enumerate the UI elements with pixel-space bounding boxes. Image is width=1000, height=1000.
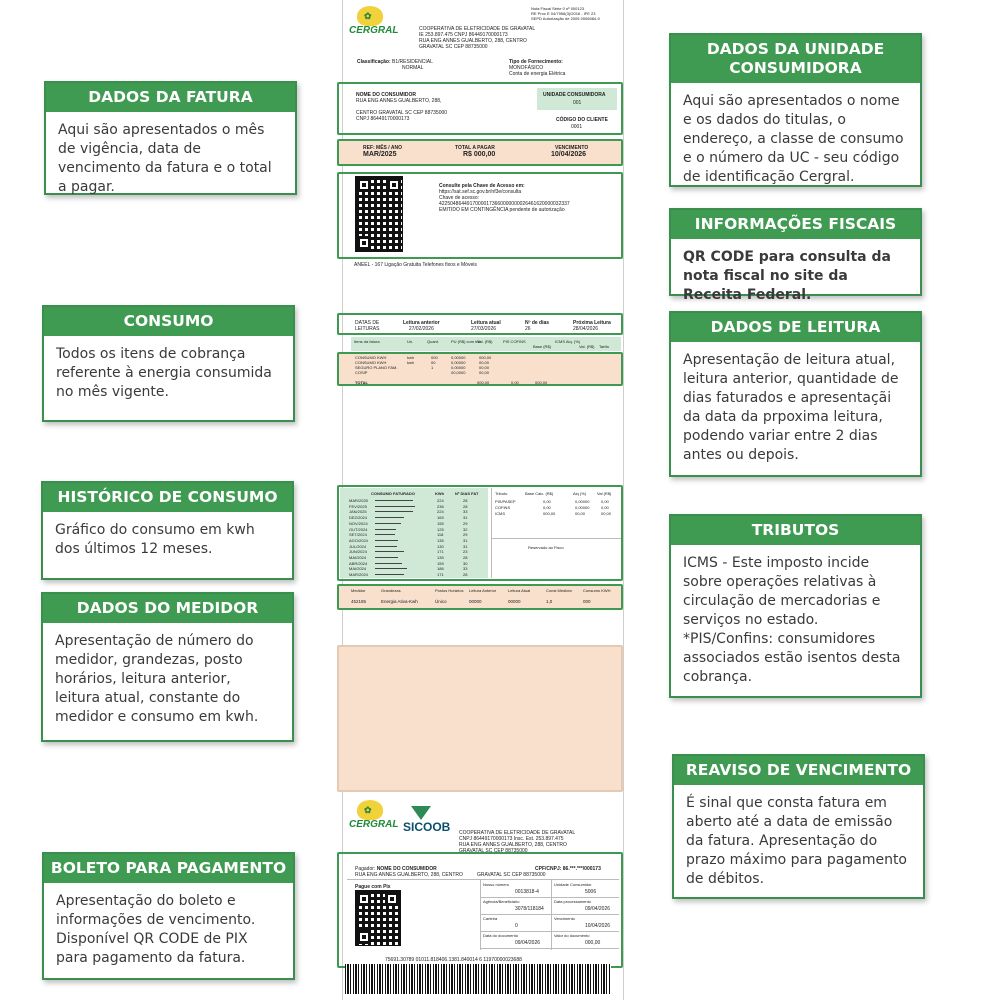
meter-header: Postos Horários [435, 588, 464, 593]
boleto-field-value: 09/04/2026 [515, 940, 541, 946]
boleto-field-value: 10/04/2026 [585, 923, 611, 929]
boleto-field-label: Nosso número [483, 882, 510, 887]
history-days: 31 [463, 543, 468, 549]
access-key-info: Consulte pela Chave de Acesso em: https://sat.sef.sc.gov.br/nf3e/consulta Chave de acesso: 42250486449170000173660000000026461620000032337 EMITIDO EM CONTINGÊNCIA pendente de autorização [439, 183, 570, 213]
callout-title: DADOS DE LEITURA [671, 313, 920, 342]
days-count: Nº de dias 26 [525, 320, 550, 332]
history-days: 29 [463, 532, 468, 538]
history-title: CONSUMO FATURADO [371, 491, 415, 496]
callout-unidade-consumidora [669, 33, 922, 187]
history-kwh: 135 [437, 555, 444, 560]
callout-text: Apresentação de leitura atual, leitura anterior, quantidade de dias faturados e apresentaçãi da data da prpoxima leitura, podendo variar entre 2 dias antes ou depois. [683, 352, 899, 463]
history-days: 28 [463, 503, 468, 509]
sicoob-logo: SICOOB [403, 806, 443, 836]
history-bar [375, 540, 398, 541]
boleto-field-rule [480, 931, 619, 932]
pix-label: Pague com Pix [355, 884, 391, 890]
callout-title: INFORMAÇÕES FISCAIS [671, 210, 920, 239]
history-days: 33 [463, 566, 468, 572]
aneel-note: ANEEL - 167 Ligação Gratuita Telefones fixos e Móveis [354, 262, 477, 268]
tribute-cell: 0,00 [601, 499, 609, 504]
col-pu: PU (R$) com trib [451, 339, 481, 344]
tribute-cell: 00,00 [575, 511, 586, 516]
boleto-field-rule [480, 948, 619, 949]
client-code-label: CÓDIGO DO CLIENTE [556, 117, 608, 123]
callout-text: Gráfico do consumo em kwh dos últimos 12 meses. [55, 522, 255, 557]
history-days: 32 [463, 526, 468, 532]
history-month: SET/2024 [349, 532, 367, 538]
prev-reading: Leitura anterior 27/02/2026 [403, 320, 440, 332]
meter-value: 452185 [351, 599, 367, 604]
consumer-info: NOME DO CONSUMIDOR RUA ENG ANNES GUALBERTO, 288, CENTRO GRAVATAL SC CEP 88735000 CNPJ 86449170000173 [356, 92, 448, 122]
history-month: AGO/2024 [349, 537, 368, 543]
boleto-field-label: Agência/Beneficiário [483, 899, 520, 904]
history-month: OUT/2024 [349, 526, 368, 532]
boleto-field-value: 5006 [585, 889, 597, 895]
col-val: Val. (R$) [477, 339, 493, 344]
history-month: MAI/2024 [349, 566, 367, 572]
callout-text: Todos os itens de cobrança referente à energia consumida no mês vigente. [56, 346, 272, 400]
col-icms: ICMS Alq. (%) [555, 339, 581, 344]
leaf-icon: ✿ [357, 800, 383, 820]
boleto-field-value: 0 [515, 923, 518, 929]
total-row-val: 000,00 [477, 380, 490, 385]
callout-text: Aqui são apresentados o mês de vigência, data de vencimento da fatura e o total a pagar. [58, 122, 272, 195]
current-reading: Leitura atual 27/03/2026 [471, 320, 501, 332]
callout-boleto-pagamento [42, 852, 295, 980]
history-days: 31 [463, 537, 468, 543]
history-kwh: 118 [437, 532, 444, 538]
pix-qr-code[interactable] [355, 890, 401, 946]
history-bar [375, 574, 404, 575]
boleto-city: GRAVATAL SC CEP 88735000 [477, 872, 546, 878]
boleto-field-label: Carteira [483, 916, 498, 921]
history-month: MAR/2025 [349, 498, 368, 503]
callout-text: É sinal que consta fatura em aberto até a data de emissão da fatura. Apresentação do prazo máximo para pagamento de débitos. [686, 795, 907, 887]
digitable-line[interactable]: 75691.30789 01011.818406.1381.840014 6 11970000023688 [385, 957, 522, 963]
tributes-val-header: Val (R$) [597, 491, 612, 496]
history-days-header: Nº DIAS FAT [455, 491, 479, 496]
boleto-field-label: Data processamento [554, 899, 591, 904]
col-unit: Un. [407, 339, 414, 344]
tribute-cell: 0,00 [543, 505, 551, 510]
nf-qr-code [355, 176, 403, 252]
boleto-field-label: Unidade Consumidor [554, 882, 592, 887]
history-month: MAI/2024 [349, 555, 367, 560]
next-reading: Próxima Leitura 28/04/2026 [573, 320, 611, 332]
callout-text: Aqui são apresentados o nome e os dados do titulas, o endereço, a classe de consumo e o número da UC - seu código de identificação Cergral. [683, 93, 904, 185]
classificacao: Classificação: B1/RESIDENCIAL NORMAL [357, 59, 433, 71]
history-kwh: 130 [437, 543, 444, 549]
boleto-address: RUA ENG ANNES GUALBERTO, 288, CENTRO [355, 872, 463, 878]
history-kwh: 171 [437, 572, 444, 578]
history-bar [375, 517, 404, 518]
meter-header: Medidor [351, 588, 366, 593]
callout-text: Apresentação do boleto e informações de vencimento. Disponível QR CODE de PIX para pagamento da fatura. [56, 893, 256, 966]
col-piscofins: PIS COFINS [503, 339, 526, 344]
client-code-value: 0001 [571, 124, 583, 130]
history-kwh-header: KWh [435, 491, 445, 496]
tributes-alq-header: Alq (%) [573, 491, 587, 496]
history-kwh: 135 [437, 537, 444, 543]
reminder-area [337, 645, 623, 792]
col-tarifa: Tarifa [599, 344, 609, 349]
callout-reaviso-vencimento [672, 754, 925, 899]
history-bar [375, 529, 396, 530]
history-days: 29 [463, 520, 468, 526]
cergral-logo-boleto: ✿ CERGRAL [349, 800, 399, 834]
history-days: 31 [463, 515, 468, 521]
tribute-cell: 0,00 [543, 499, 551, 504]
boleto-field-value: 000,00 [585, 940, 601, 946]
tribute-cell: 0,00000 [575, 505, 590, 510]
history-bar [375, 551, 404, 552]
callout-dados-fatura [44, 81, 297, 195]
boleto-cpf: CPF/CNPJ: 86.***.***/000173 [535, 866, 601, 872]
history-days: 30 [463, 560, 468, 566]
tributes-table: Tributo [495, 491, 508, 496]
meter-value: 00000 [508, 599, 521, 604]
meter-value: 000 [583, 599, 591, 604]
meter-header: Grandezas [381, 588, 401, 593]
boleto-field-rule [480, 914, 619, 915]
boleto-field-label: Valor do documento [554, 933, 590, 938]
boleto-field-value: 09/04/2026 [585, 906, 611, 912]
callout-tributos [669, 514, 922, 698]
boleto-field-rule [480, 897, 619, 898]
history-days: 28 [463, 572, 468, 578]
nf-info: Nota Fiscal Série 0 nº 000123 RE Proc E 04/7956(3)/2016 - IFE 23 SEPD Autorização de 2005 0006584-9 [531, 6, 600, 21]
meter-header: Consumo KWH [583, 588, 611, 593]
history-kwh: 171 [437, 549, 444, 555]
callout-title: TRIBUTOS [671, 516, 920, 545]
boleto-field-label: Vencimento [554, 916, 575, 921]
tribute-cell: 000,00 [543, 511, 556, 516]
col-base: Base (R$) [533, 344, 552, 349]
callout-text: QR CODE para consulta da nota fiscal no site da Receita Federal. [683, 249, 891, 303]
history-bar [375, 563, 402, 564]
col-qty: Quant. [427, 339, 440, 344]
fisco-reserved: Reservado ao Fisco [528, 545, 564, 550]
history-bar [375, 523, 401, 524]
history-days: 23 [463, 549, 468, 555]
total-value: R$ 000,00 [463, 151, 496, 158]
due-label: VENCIMENTO [555, 145, 589, 151]
callout-dados-medidor [41, 592, 294, 742]
tribute-cell: 0,00 [601, 505, 609, 510]
ref-value: MAR/2025 [363, 151, 397, 158]
boleto-field-label: Data do documento [483, 933, 518, 938]
sicoob-icon [411, 806, 431, 820]
tribute-cell: 0,00000 [575, 499, 590, 504]
meter-value: Único [435, 599, 447, 604]
total-row-base: 000,00 [535, 380, 548, 385]
callout-historico-consumo [41, 481, 294, 580]
history-bar [375, 500, 413, 501]
meter-header: Const Medidor [546, 588, 573, 593]
callout-title: REAVISO DE VENCIMENTO [674, 756, 923, 785]
invoice-document: ✿ CERGRAL Nota Fiscal Série 0 nº 000123 RE Proc E 04/7956(3)/2016 - IFE 23 SEPD Autorização de 2005 0006584-9 COOPERATIVA DE ELETRICIDADE DE GRAVATAL IE 253.897.475 CNPJ 86449170000173 RUA ENG ANNES GUALBERTO, 288, CENTRO GRAVATAL SC CEP 88735000 Classificação: B1/RESIDENCIAL NORMAL Tipo de Fornecimento: MONOFÁSICO Conta de energia Elétrica NOME DO CONSUMIDOR RUA ENG ANNES GUALBERTO, 288, CENTRO GRAVATAL SC CEP 88735000 CNPJ 86449170000173 UNIDADE CONSUMIDORA 001 CÓDIGO DO CLIENTE 0001 REF: MÊS / ANO MAR/2025 TOTAL A PAGAR R$ 000,00 VENCIMENTO 10/04/2026 Consulte pela Chave de Acesso em: https://sat.sef.sc.gov.br/nf3e/consulta Chave de acesso: 42250486449170000173660000000026461620000032337 EMITIDO EM CONTINGÊNCIA pendente de autorização ANEEL - 167 Ligação Gratuita Telefones fixos e Móveis DATAS DE LEITURAS Leitura anterior 27/02/2026 Leitura atual 27/03/2026 Nº de dias 26 Próxima Leitura 28/04/2026 Itens da fatura Un. Quant. PU (R$) com trib Val. (R$) PIS COFINS Base (R$) ICMS Alq. (%) Val. (R$) Tarifa CONSUMO KWH CONSUMO KWH SEGURO PLANO FAM. COSIP kwh kwh 000 00 1 0,00000 0,00000 0,00000 00,0000 000,00 00,00 00,00 00,00 TOTAL 000,00 0,00 000,00 CONSUMO FATURADO KWh Nº DIAS FAT Tributo Base Calc. (R$) Alq (%) Val (R$) Reservado ao Fisco ✿ CERGRAL SICOOB COOPERATIVA DE ELETRICIDADE DE GRAVATAL CNPJ 86449170000173 Insc. Est. 253.897.475 RUA ENG ANNES GUALBERTO, 288, CENTRO GRAVATAL SC CEP 88735000 Pagador: NOME DO CONSUMIDOR CPF/CNPJ: 86.***.***/000173 RUA ENG ANNES GUALBERTO, 288, CENTRO GRAVATAL SC CEP 88735000 Pague com Pix 75691.30789 01011.818406.1381.840014 6 11970000023688 MAR/2025 224 28 FEV/2025 236 28 JAN/2025 224 33 DEZ/2024 169 31 NOV/2024 155 29 OUT/2024 125 32 SET/2024 118 29 AGO/2024 135 31 JUL/2024 130 31 JUN/2024 171 23 MAI/2024 135 28 ABR/2024 159 30 MAI/2024 186 33 MAR/2024 171 28 PIS/PASEP 0,00 0,00000 0,00 COFINS 0,00 0,00000 0,00 ICMS 000,00 00,00 00,00 Medidor 452185 Grandezas Energia Ativa-Kwh Postos Horários Único Leitura Anterior 00000 Leitura Atual 00000 Const Medidor 1,0 Consumo KWH 000 Nosso número 0013818-4 Agência/Beneficiário 3078/118184 Carteira 0 Data do documento 09/04/2026 Unidade Consumidor 5006 Data processamento 09/04/2026 Vencimento 10/04/2026 Valor do documento 000,00 [342, 0, 624, 1000]
history-days: 28 [463, 498, 468, 503]
history-kwh: 125 [437, 526, 444, 532]
callout-text: Apresentação de número do medidor, grandezas, posto horários, leitura anterior, leitura atual, constante do medidor e consumo em kwh. [55, 633, 259, 725]
history-month: ABR/2024 [349, 560, 368, 566]
meter-header: Leitura Atual [508, 588, 531, 593]
total-label: TOTAL A PAGAR [455, 145, 495, 151]
tribute-cell: PIS/PASEP [495, 499, 516, 504]
total-row-pis: 0,00 [511, 380, 519, 385]
callout-dados-leitura [669, 311, 922, 477]
barcode [345, 964, 611, 994]
ref-label: REF: MÊS / ANO [363, 145, 402, 151]
callout-title: CONSUMO [44, 307, 293, 336]
callout-title: DADOS DA FATURA [46, 83, 295, 112]
history-kwh: 224 [437, 509, 444, 515]
history-month: FEV/2025 [349, 503, 367, 509]
history-kwh: 236 [437, 503, 444, 509]
callout-text: ICMS - Este imposto incide sobre operações relativas à circulação de mercadorias e serviços no estado. *PIS/Confins: consumidores associados estão isentos desta cobrança. [683, 555, 901, 685]
history-days: 28 [463, 555, 468, 560]
meter-value: 1,0 [546, 599, 553, 604]
history-kwh: 169 [437, 515, 444, 521]
col-items: Itens da fatura [354, 339, 380, 344]
history-month: JAN/2025 [349, 509, 367, 515]
history-bar [375, 506, 415, 507]
leaf-icon: ✿ [357, 6, 383, 26]
history-month: DEZ/2024 [349, 515, 368, 521]
meter-value: Energia Ativa-Kwh [381, 599, 418, 604]
meter-header: Leitura Anterior [469, 588, 497, 593]
tribute-cell: ICMS [495, 511, 505, 516]
boleto-payer: Pagador: NOME DO CONSUMIDOR [355, 866, 437, 872]
history-days: 33 [463, 509, 468, 515]
history-kwh: 155 [437, 520, 444, 526]
history-month: JUL/2024 [349, 543, 367, 549]
boleto-field-value: 3078/118184 [515, 906, 544, 912]
history-kwh: 159 [437, 560, 444, 566]
brand-name: CERGRAL [349, 25, 399, 36]
boleto-field-value: 0013818-4 [515, 889, 539, 895]
cergral-logo [349, 6, 399, 40]
history-bar [375, 534, 395, 535]
history-bar [375, 511, 413, 512]
callout-title: HISTÓRICO DE CONSUMO [43, 483, 292, 512]
callout-title: DADOS DA UNIDADE CONSUMIDORA [671, 35, 920, 83]
history-bar [375, 557, 398, 558]
history-kwh: 186 [437, 566, 444, 572]
uc-box: UNIDADE CONSUMIDORA 001 [537, 88, 617, 110]
callout-consumo [42, 305, 295, 422]
history-bar [375, 546, 397, 547]
history-month: MAR/2024 [349, 572, 368, 578]
boleto-company: COOPERATIVA DE ELETRICIDADE DE GRAVATAL CNPJ 86449170000173 Insc. Est. 253.897.475 RUA ENG ANNES GUALBERTO, 288, CENTRO GRAVATAL SC CEP 88735000 [459, 830, 576, 854]
due-value: 10/04/2026 [551, 151, 587, 158]
tributes-base-header: Base Calc. (R$) [525, 491, 554, 496]
callout-informacoes-fiscais [669, 208, 922, 303]
history-kwh: 224 [437, 498, 444, 503]
fornecimento: Tipo de Fornecimento: MONOFÁSICO Conta de energia Elétrica [509, 59, 566, 77]
col-icms-val: Val. (R$) [579, 344, 595, 349]
history-bar [375, 568, 407, 569]
total-row-label: TOTAL [355, 380, 368, 385]
company-info: COOPERATIVA DE ELETRICIDADE DE GRAVATAL IE 253.897.475 CNPJ 86449170000173 RUA ENG ANNES GUALBERTO, 288, CENTRO GRAVATAL SC CEP 88735000 [419, 26, 536, 50]
callout-title: DADOS DO MEDIDOR [43, 594, 292, 623]
tribute-cell: COFINS [495, 505, 511, 510]
callout-title: BOLETO PARA PAGAMENTO [44, 854, 293, 883]
tribute-cell: 00,00 [601, 511, 612, 516]
meter-value: 00000 [469, 599, 482, 604]
history-month: JUN/2024 [349, 549, 367, 555]
readings-label: DATAS DE LEITURAS [355, 320, 380, 332]
history-month: NOV/2024 [349, 520, 368, 526]
